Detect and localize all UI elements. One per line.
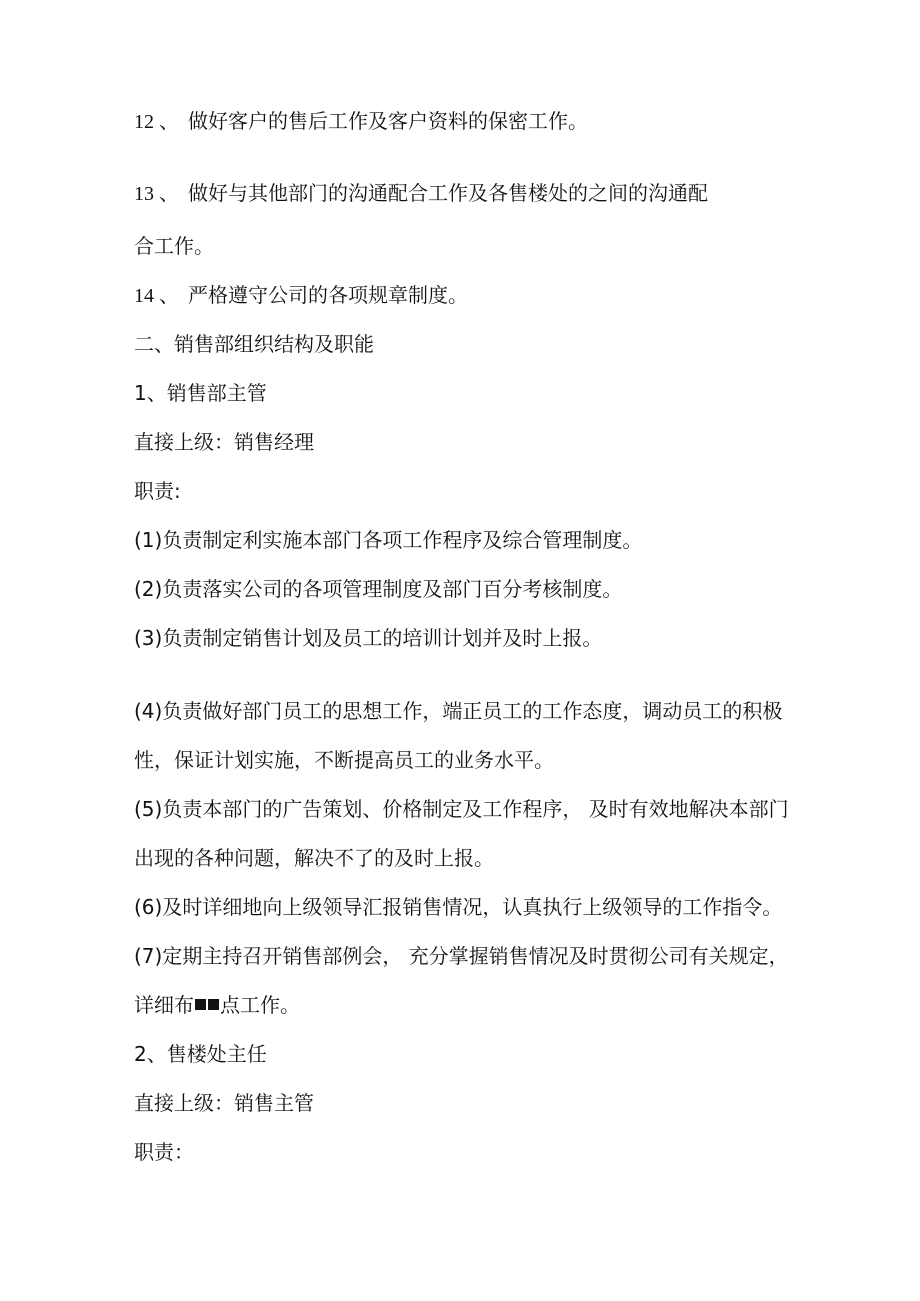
redaction-block-icon (208, 999, 219, 1010)
item-number: 14 、 (134, 285, 179, 307)
text-after-redaction: 点工作。 (220, 993, 300, 1017)
item-12 (134, 107, 588, 136)
duties-label: 职责： (134, 1140, 194, 1164)
duty-line: (6)及时详细地向上级领导汇报销售情况，认真执行上级领导的工作指令。 (134, 895, 783, 919)
item-14 (134, 281, 468, 310)
section-heading: 二、销售部组织结构及职能 (134, 332, 374, 356)
role-superior: 直接上级：销售经理 (134, 430, 314, 454)
duty-line: (7)定期主持召开销售部例会， 充分掌握销售情况及时贯彻公司有关规定， (134, 944, 789, 968)
role-title: 1、销售部主管 (134, 381, 267, 405)
role-title: 2、售楼处主任 (134, 1042, 267, 1066)
item-text: 做好与其他部门的沟通配合工作及各售楼处的之间的沟通配 (188, 181, 708, 205)
duty-line: (2)负责落实公司的各项管理制度及部门百分考核制度。 (134, 577, 623, 601)
redaction-block-icon (195, 999, 206, 1010)
duty-line-redacted (134, 991, 300, 1019)
duty-line: (5)负责本部门的广告策划、价格制定及工作程序， 及时有效地解决本部门 (134, 797, 789, 821)
duties-label: 职责: (134, 479, 181, 503)
role-superior: 直接上级：销售主管 (134, 1091, 314, 1115)
duty-line: 出现的各种问题，解决不了的及时上报。 (134, 846, 494, 870)
duty-line: 性，保证计划实施，不断提高员工的业务水平。 (134, 748, 554, 772)
item-number: 13 、 (134, 183, 179, 205)
item-13-continuation: 合工作。 (134, 234, 214, 258)
item-13 (134, 179, 708, 208)
text-before-redaction: 详细布 (134, 993, 194, 1017)
item-text: 做好客户的售后工作及客户资料的保密工作。 (188, 109, 588, 133)
item-number: 12 、 (134, 111, 179, 133)
item-text: 严格遵守公司的各项规章制度。 (188, 283, 468, 307)
duty-line: (3)负责制定销售计划及员工的培训计划并及时上报。 (134, 626, 603, 650)
duty-line: (1)负责制定利实施本部门各项工作程序及综合管理制度。 (134, 528, 643, 552)
duty-line: (4)负责做好部门员工的思想工作，端正员工的工作态度，调动员工的积极 (134, 699, 783, 723)
